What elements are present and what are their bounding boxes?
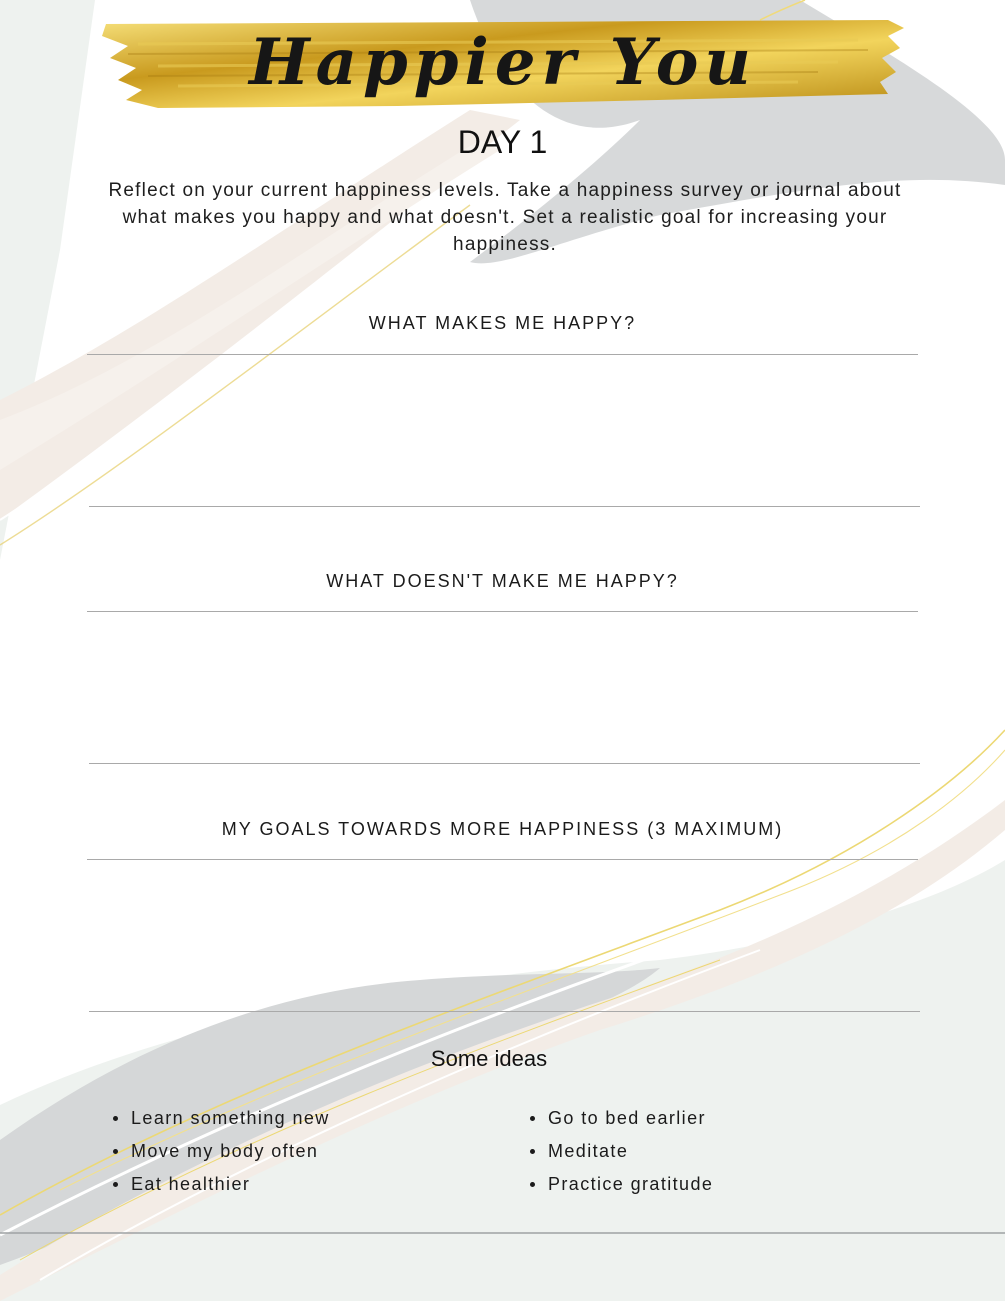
- section-heading-happy: WHAT MAKES ME HAPPY?: [368, 313, 637, 333]
- list-item: Practice gratitude: [524, 1170, 713, 1203]
- bullet-icon: [530, 1182, 535, 1187]
- section-heading-unhappy: WHAT DOESN'T MAKE ME HAPPY?: [326, 571, 679, 591]
- section-heading-goals: MY GOALS TOWARDS MORE HAPPINESS (3 MAXIMUM): [221, 819, 784, 839]
- list-item: Meditate: [524, 1137, 713, 1170]
- day-label: DAY 1: [457, 124, 548, 160]
- section-top-rule: [87, 611, 918, 612]
- list-item: Go to bed earlier: [524, 1104, 713, 1137]
- section-bottom-rule: [89, 763, 920, 764]
- bullet-icon: [113, 1182, 118, 1187]
- list-item: Learn something new: [107, 1104, 330, 1137]
- page-title: Happier You: [249, 25, 757, 100]
- ideas-heading: Some ideas: [430, 1046, 548, 1071]
- list-item: Eat healthier: [107, 1170, 330, 1203]
- bullet-icon: [113, 1116, 118, 1121]
- section-bottom-rule: [89, 506, 920, 507]
- section-top-rule: [87, 859, 918, 860]
- section-bottom-rule: [89, 1011, 920, 1012]
- intro-paragraph: Reflect on your current happiness levels. Take a happiness survey or journal about what makes you happy and what doesn't. Set a realistic goal for increasing your happiness.: [108, 180, 902, 255]
- bullet-icon: [530, 1116, 535, 1121]
- title-banner: [98, 14, 908, 112]
- bullet-icon: [530, 1149, 535, 1154]
- ideas-list-left: [107, 1104, 330, 1203]
- ideas-list-right: [524, 1104, 713, 1203]
- section-top-rule: [87, 354, 918, 355]
- bullet-icon: [113, 1149, 118, 1154]
- list-item: Move my body often: [107, 1137, 330, 1170]
